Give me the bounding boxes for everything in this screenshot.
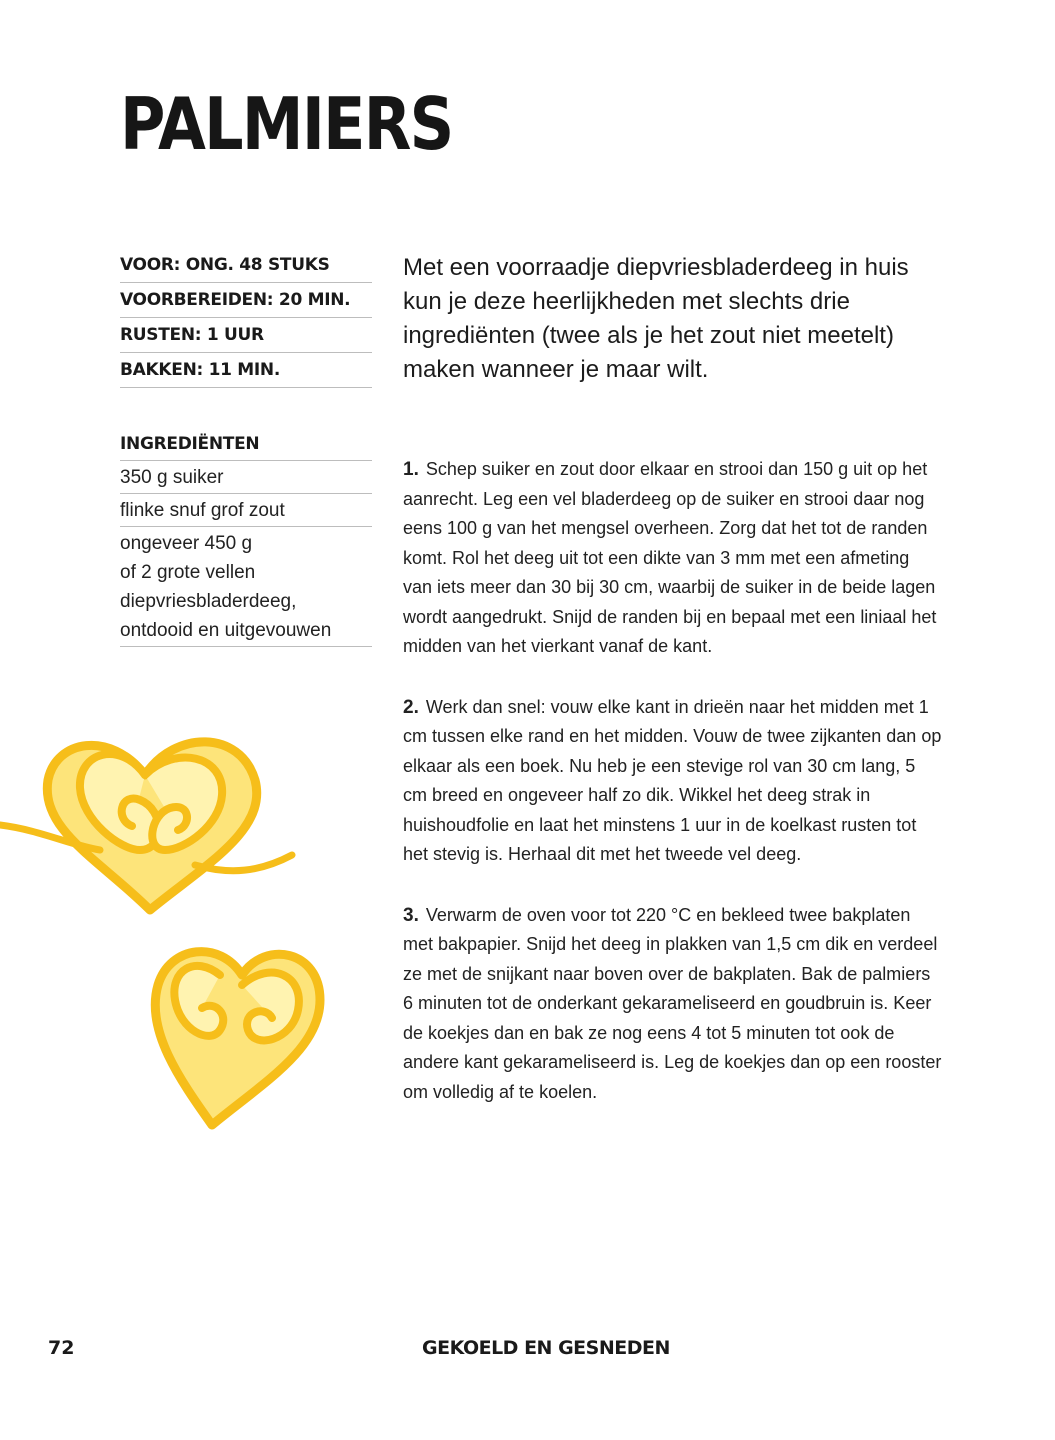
step-number: 1. — [403, 459, 419, 480]
step-1 — [403, 455, 943, 662]
recipe-meta — [120, 248, 372, 388]
step-text: Werk dan snel: vouw elke kant in drieën naar het midden met 1 cm tussen elke rand en het midden. Vouw de twee zijkanten dan op elkaar als een boek. Nu heb je een stevige rol van 30 cm lang, 5 cm breed en ongeveer half zo dik. Wikkel het deeg strak in huishoudfolie en laat het minstens 1 uur in de koelkast rusten tot het stevig is. Herhaal dit met het tweede vel deeg. — [403, 696, 942, 864]
recipe-title: PALMIERS — [120, 82, 453, 166]
yield-info: VOOR: ONG. 48 STUKS — [120, 248, 372, 283]
ingredient-item: flinke snuf grof zout — [120, 494, 372, 527]
prep-time: VOORBEREIDEN: 20 MIN. — [120, 283, 372, 318]
ingredient-item: ongeveer 450 g of 2 grote vellen diepvriesbladerdeeg, ontdooid en uitgevouwen — [120, 527, 372, 647]
palmier-cookie-bottom — [155, 952, 320, 1125]
ingredient-item: 350 g suiker — [120, 461, 372, 494]
bake-time: BAKKEN: 11 MIN. — [120, 353, 372, 388]
ingredients-list — [120, 428, 372, 647]
step-number: 2. — [403, 696, 419, 718]
step-text: Verwarm de oven voor tot 220 °C en bekleed twee bakplaten met bakpapier. Snijd het deeg in plakken van 1,5 cm dik en verdeel ze met de snijkant naar boven over de bakplaten. Bak de palmiers 6 minuten tot de onderkant gekarameliseerd en goudbruin is. Keer de koekjes dan en bak ze nog eens 4 tot 5 minuten tot ook de andere kant gekarameliseerd is. Leg de koekjes dan op een rooster om volledig af te koelen. — [403, 904, 942, 1102]
page-number: 72 — [48, 1337, 75, 1359]
palmier-illustration — [0, 700, 330, 1160]
step-number: 3. — [403, 904, 419, 926]
step-3 — [403, 901, 943, 1108]
step-text: Schep suiker en zout door elkaar en strooi dan 150 g uit op het aanrecht. Leg een vel bladerdeeg op de suiker en strooi daar nog eens 100 g van het mengsel overheen. Zorg dat het tot de randen komt. Rol het deeg uit tot een dikte van 3 mm met een afmeting van iets meer dan 30 bij 30 cm, waarbij de suiker in de beide lagen wordt aangedrukt. Snijd de randen bij en bepaal met een liniaal het midden van het vierkant vanaf de kant. — [403, 459, 937, 656]
step-2 — [403, 693, 943, 870]
method-steps — [403, 455, 943, 1138]
palmier-cookie-top — [0, 742, 292, 910]
intro-text: Met een voorraadje diepvriesbladerdeeg in huis kun je deze heerlijkheden met slechts drie ingrediënten (twee als je het zout niet meetelt) maken wanneer je maar wilt. — [403, 254, 909, 383]
rest-time: RUSTEN: 1 UUR — [120, 318, 372, 353]
ingredients-heading: INGREDIËNTEN — [120, 428, 372, 461]
section-title: GEKOELD EN GESNEDEN — [422, 1337, 670, 1359]
